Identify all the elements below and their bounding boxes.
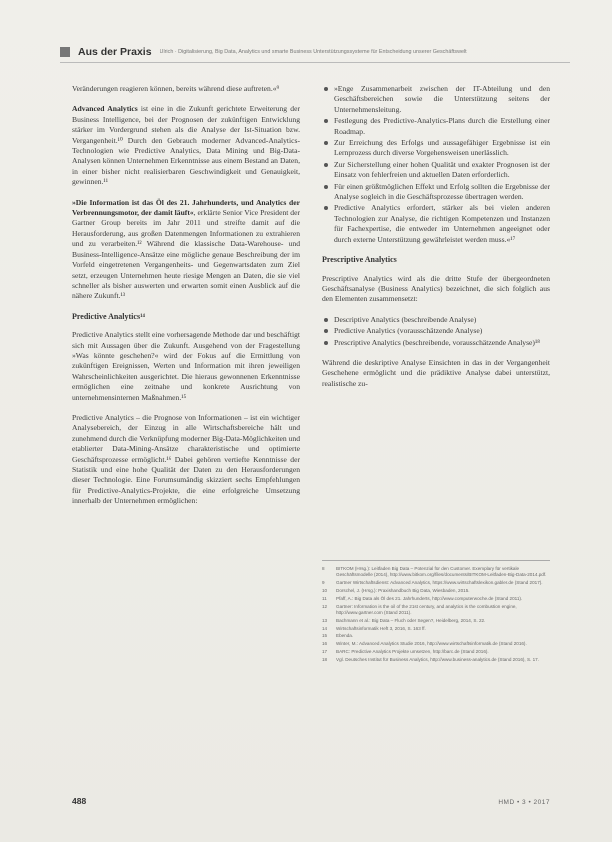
predictive-paragraph-2: Predictive Analytics – die Prognose von Informationen – ist ein wichtiger Analysebereich, der Einzug in alle Wirtschaftsbereiche hält und zunehmend durch die Verknüpfung moderner Big-Data-Möglichkeiten und etablierter Data-Mining-Ansätze charakteristische und optimierte Geschäftsprozesse ermöglicht.¹⁶ Dabei gehören vertiefte Kenntnisse der Statistik und eine hohe Qualität der Daten zu den Herausforderungen dieser Technologie. Eine Forumsumändig skizziert sechs Empfehlungen für Predictive-Analytics-Projekte, die eine erfolgreiche Umsetzung innerhalb der Unternehmen ermöglichen:	[72, 412, 300, 506]
footnote	[322, 596, 550, 602]
list-item: Predictive Analytics (vorausschätzende Analyse)	[322, 326, 550, 336]
footnote-number: 11	[322, 595, 327, 601]
footnotes	[322, 566, 550, 665]
advanced-analytics-term: Advanced Analytics	[72, 104, 138, 114]
prescriptive-paragraph: Prescriptive Analytics wird als die dritte Stufe der übergeordneten Geschäftsanalyse (Business Analytics) bezeichnet, die sich folglich aus den Elementen zusammensetzt:	[322, 273, 550, 304]
footnote-number: 12	[322, 603, 328, 609]
footnote-text: Vgl. Deutsches Institut für Business Analytics, http://www.business-analytics.de (Stand 2016), S. 17.	[336, 656, 539, 662]
intro-paragraph: Veränderungen reagieren können, bereits während diese auftreten.«⁹	[72, 84, 280, 93]
footnote-number: 18	[322, 656, 328, 662]
list-item: Zur Sicherstellung einer hohen Qualität und exakter Prognosen ist der Einsatz von fehlerfreien und aktuellen Daten erforderlich.	[322, 160, 550, 181]
header-subtitle: Ulrich · Digitalisierung, Big Data, Analytics und smarte Business Unterstützungssysteme für Entscheidung unserer Geschäftswelt	[159, 49, 467, 55]
footnote-number: 16	[322, 641, 328, 647]
header-divider	[60, 62, 570, 63]
footnote-text: Wirtschaftsinformatik Heft 3, 2016, S. 163 ff.	[336, 625, 426, 631]
predictive-analytics-heading: Predictive Analytics¹⁴	[72, 311, 145, 321]
footnote-number: 9	[322, 580, 325, 586]
footnote-text: Dorschel, J. (Hrsg.): Praxishandbuch Big Data, Wiesbaden, 2015.	[336, 588, 470, 593]
footnote	[322, 618, 550, 624]
footnote	[322, 604, 550, 617]
list-item: Descriptive Analytics (beschreibende Analyse)	[322, 315, 550, 325]
footnote-text: Winter, M.: Advanced Analytics Studie 2016, http://www.wirtschaftsinformatik.de (Stand 2016).	[336, 641, 527, 647]
footnote	[322, 633, 550, 639]
footnote-number: 15	[322, 633, 328, 639]
list-item: Festlegung des Predictive-Analytics-Plans durch die Erstellung einer Roadmap.	[322, 116, 550, 137]
footnote-number: 17	[322, 648, 328, 654]
footnote-number: 14	[322, 625, 328, 631]
footnote-number: 13	[322, 617, 328, 623]
footnote-number: 10	[322, 588, 328, 593]
footnote-text: BARC: Predictive Analytics Projekte umsetzen, http://barc.de (Stand 2016).	[336, 648, 489, 654]
list-item: Predictive Analytics erfordert, stärker als bei vielen anderen Technologien zur Analyse, die richtigen Kompetenzen und Instanzen für Fachexpertise, die entweder im Unternehmen angeeignet oder durch externe Unterstützung gewährleistet werden muss.«¹⁷	[322, 203, 550, 245]
quote-paragraph	[72, 198, 300, 302]
footnote-text: Gartner: Information is the oil of the 21st century, and analytics is the combustion engine, http://www.gartner.com (Stand 2011).	[336, 603, 517, 615]
advanced-analytics-text: ist eine in die Zukunft gerichtete Erweiterung der Business Intelligence, bei der Prognosen der zukünftigen Entwicklung stärker im Vordergrund stehen als die Analyse der Ist-Situation bzw. Vergangenheit.¹⁰ Durch den Gebrauch moderner Advanced-Analytics-Technologien wie Predictive Analytics, Data Mining und Big-Data-Analysen können Unternehmen Erkenntnisse aus einem Bestand an Daten, in einer bisher nicht realisierbaren Geschwindigkeit und Genauigkeit, gewinnen.¹¹	[72, 104, 301, 187]
list-item: Prescriptive Analytics (beschreibende, vorausschätzende Analyse)¹⁸	[322, 338, 550, 348]
footnote	[322, 580, 550, 586]
list-item: »Enge Zusammenarbeit zwischen der IT-Abteilung und den Geschäftsbereichen sowie die Unterstützung seitens der Unternehmensleitung.	[322, 84, 550, 115]
list-item: Für einen größtmöglichen Effekt und Erfolg sollten die Ergebnisse der Analyse sogleich in die Geschäftsprozesse übertragen werden.	[322, 182, 550, 203]
footnote	[322, 588, 550, 594]
footnote-text: Pfaff, A.: Big Data als Öl des 21. Jahrhunderts, http://www.computerwoche.de (Stand 2011).	[336, 595, 523, 601]
header-square-icon	[60, 47, 70, 57]
prescriptive-analytics-heading: Prescriptive Analytics	[322, 255, 397, 265]
footnote	[322, 626, 550, 632]
advanced-analytics-paragraph	[72, 104, 300, 187]
footnote	[322, 566, 550, 579]
footnote	[322, 657, 550, 663]
quote-text: , erklärte Senior Vice President der Gartner Group bereits im Jahr 2011 und streifte damit auf die Herausforderung, aus großen Datenmengen Informationen zu extrahieren und zu verarbeiten.¹² Während die klassische Data-Warehouse- und Business-Intelligence-Ansätze eine mögliche genaue Beschreibung der im Vorfeld eingetretenen Vergangenheits- und Gegenwartsdaten zum Ziel setzt, erzeugen Unternehmen heute riesige Mengen an Daten, die sie viel schneller als bisher auswerten und erwarten somit einen Ausblick auf die nähere Zukunft.¹³	[72, 208, 300, 301]
predictive-paragraph-1: Predictive Analytics stellt eine vorhersagende Methode dar und beschäftigt sich mit Aussagen über die Zukunft. Ausgehend von der Fragestellung »Was könnte geschehen?« wird der Fokus auf die Ermittlung von zukünftigen Ereignissen, Werten und Information mit ihren jeweiligen Wahrscheinlichkeiten ausgerichtet. Die hieraus gewonnenen Erkenntnisse ermöglichen eine zeitnahe und konkrete Ausrichtung von unternehmensinternen Maßnahmen.¹⁵	[72, 330, 300, 402]
footnote	[322, 649, 550, 655]
footnote-text: Bachmann et al.: Big Data – Fluch oder Segen?, Heidelberg, 2014, S. 22.	[336, 617, 486, 623]
closing-paragraph: Während die deskriptive Analyse Einsichten in das in der Vergangenheit Geschehene ermöglicht und die prädiktive Analyse dabei unterstützt, realistische zu-	[322, 357, 550, 388]
page-footer	[72, 796, 550, 806]
analytics-types-list	[322, 315, 550, 348]
right-column	[322, 84, 550, 399]
footnote-text: Gartner Wirtschaftsdienst: Advanced Analytics, https://www.wirtschaftslexikon.gabler.de (Stand 2017).	[336, 580, 543, 586]
footnote	[322, 641, 550, 647]
footnote-number: 8	[322, 566, 325, 571]
footnote-divider	[322, 560, 550, 561]
recommendations-list	[322, 84, 550, 245]
page-number: 488	[72, 796, 87, 806]
section-title: Aus der Praxis	[78, 46, 152, 58]
journal-issue: HMD • 3 • 2017	[498, 799, 550, 806]
left-column	[72, 84, 300, 517]
running-header	[60, 44, 570, 60]
gartner-quote: »Die Information ist das Öl des 21. Jahrhunderts, und Analytics der Verbrennungsmotor, der damit läuft«	[72, 197, 300, 218]
footnote-text: Ebenda.	[336, 633, 354, 639]
footnote-text: BITKOM (Hrsg.): Leitfaden Big Data – Potenzial für den Customer. Exemplary für vertikale Geschäftsmodelle (2014), http://www.bitkom.org/files/documents/BITKOM-Leitfaden-Big-Data-2014.pdf.	[336, 566, 547, 578]
list-item: Zur Erreichung des Erfolgs und aussagefähiger Ergebnisse ist ein Lernprozess durch diverse Vorgehensweisen unerlässlich.	[322, 138, 550, 159]
